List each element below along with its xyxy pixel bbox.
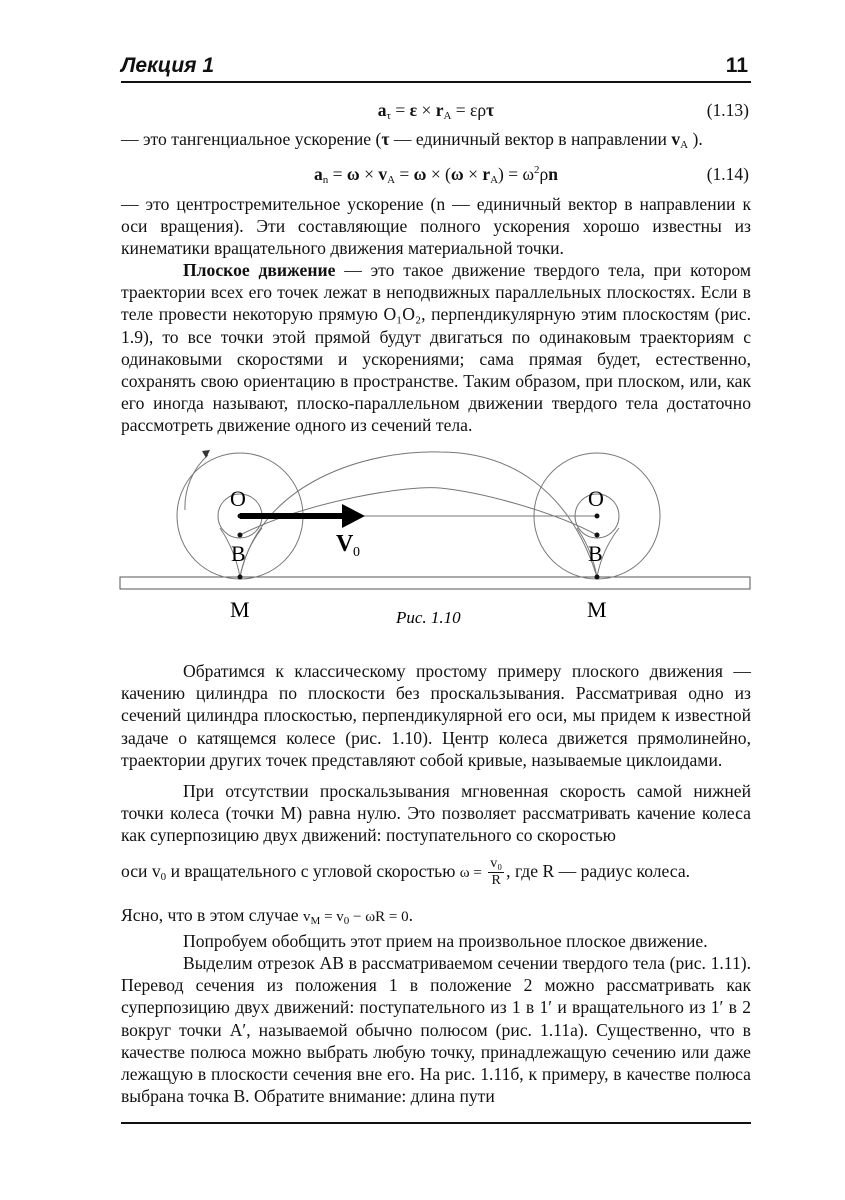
equation-1-13-formula: $a_\tau = \varepsilon \times r_A = \varepsilon\rho\tau$ <box>377 100 495 122</box>
label-velocity: V <box>336 531 354 557</box>
axis-mid: и вращательного с угловой скоростью <box>170 861 456 881</box>
term-plane-motion: Плоское движение <box>183 260 336 280</box>
paragraph-segment-ab: Выделим отрезок AB в рассматриваемом сечении твердого тела (рис. 1.11). Перевод сечения из положения 1 в положение 2 можно рассматривать как суперпозицию двух движений: поступательного из 1 в 1′ и вращательного из 1′ в 2 вокруг точки A′, называемой обычно полюсом (рис. 1.11а). Существенно, что в качестве полюса можно выбрать любую точку, принадлежащую сечению или даже лежащую в плоскости сечения вне его. На рис. 1.11б, к примеру, в качестве полюса выбрана точка B. Обратите внимание: длина пути <box>121 953 751 1107</box>
paragraph-no-slip: При отсутствии проскальзывания мгновенная скорость самой нижней точки колеса (точки M) равна нулю. Это позволяет рассматривать качение колеса как суперпозицию двух движений: поступательного со скоростью <box>121 781 751 846</box>
page-number: 11 <box>725 54 748 77</box>
axis-end: , где R — радиус колеса. <box>506 861 691 881</box>
label-velocity-sub: 0 <box>353 545 360 560</box>
left-point-b <box>238 533 243 538</box>
line-axis-velocity: оси $v_0$ и вращательного с угловой скоростью ω = $\frac{\text{v₀}}{R}$ , где R — радиус колеса. <box>121 856 691 889</box>
label-m-right: M <box>587 597 607 622</box>
rotation-arrowhead <box>202 450 210 458</box>
fraction-numerator: v₀ <box>490 856 503 872</box>
equation-1-14-number: (1.14) <box>706 164 749 184</box>
equation-1-13 <box>121 100 751 128</box>
right-point-b <box>595 533 600 538</box>
fraction-denominator: R <box>491 873 501 889</box>
label-m-left: M <box>230 597 250 622</box>
paragraph-generalize: Попробуем обобщить этот прием на произвольное плоское движение. <box>183 931 708 951</box>
axis-start: оси <box>121 861 148 881</box>
clear-formula: $v_M = v_0 - \omega R = 0$ <box>303 909 409 927</box>
paragraph-rolling-cylinder: Обратимся к классическому простому примеру плоского движения — качению цилиндра по плоскости без проскальзывания. Рассматривая одно из сечений цилиндра плоскостью, перпендикулярной его оси, мы придем к известной задаче о катящемся колесе (рис. 1.10). Центр колеса движется прямолинейно, траектории других точек представляют собой кривые, называемые циклоидами. <box>121 661 751 770</box>
equation-1-13-number: (1.13) <box>706 100 749 120</box>
label-o-right: O <box>588 486 604 511</box>
label-b-right: B <box>588 541 603 566</box>
figure-rolling-wheel <box>110 440 760 640</box>
label-b-left: B <box>231 541 246 566</box>
figure-caption: Рис. 1.10 <box>396 608 461 627</box>
equation-1-14 <box>121 164 751 192</box>
omega-fraction <box>488 856 504 889</box>
paragraph-plane-motion <box>121 259 751 437</box>
plane-motion-text: — это такое движение твердого тела, при котором траектории всех его точек лежат в неподвижных параллельных плоскостях. Если в теле провести некоторую прямую O₁O₂, перпендикулярную этим плоскостям (рис. 1.9), то все точки этой прямой будут двигаться по одинаковым траекториям с одинаковыми скоростями и ускорениями; сама прямая будет, естественно, сохранять свою ориентацию в пространстве. Таким образом, при плоском, или, как его иногда называют, плоско-параллельном движении твердого тела достаточно рассмотреть движение одного из сечений тела. <box>121 260 751 436</box>
clear-end: . <box>408 905 413 925</box>
right-point-m <box>595 575 600 580</box>
clear-text: Ясно, что в этом случае <box>121 905 299 925</box>
label-o-left: O <box>230 486 246 511</box>
header-rule <box>121 81 751 83</box>
text-centripetal-acceleration: — это центростремительное ускорение (n — единичный вектор в направлении к оси вращения). Эти составляющие полного ускорения хорошо известны из кинематики вращательного движения материальной точки. <box>121 194 751 259</box>
line-clear <box>121 904 751 928</box>
ground-plane <box>120 577 750 589</box>
running-header-title: Лекция 1 <box>121 54 215 77</box>
footer-rule <box>121 1122 751 1124</box>
velocity-arrowhead <box>342 504 365 528</box>
rotation-arrow <box>185 455 208 510</box>
omega-label: ω = <box>459 865 482 881</box>
text-tangential-acceleration: — это тангенциальное ускорение (τ — единичный вектор в направлении $v_A$ ). <box>121 129 703 151</box>
equation-1-14-formula: $a_n = \omega \times v_A = \omega \times (\omega \times r_A) = \omega^2\rho n$ <box>314 164 558 186</box>
left-point-m <box>238 575 243 580</box>
right-point-o <box>595 514 600 519</box>
